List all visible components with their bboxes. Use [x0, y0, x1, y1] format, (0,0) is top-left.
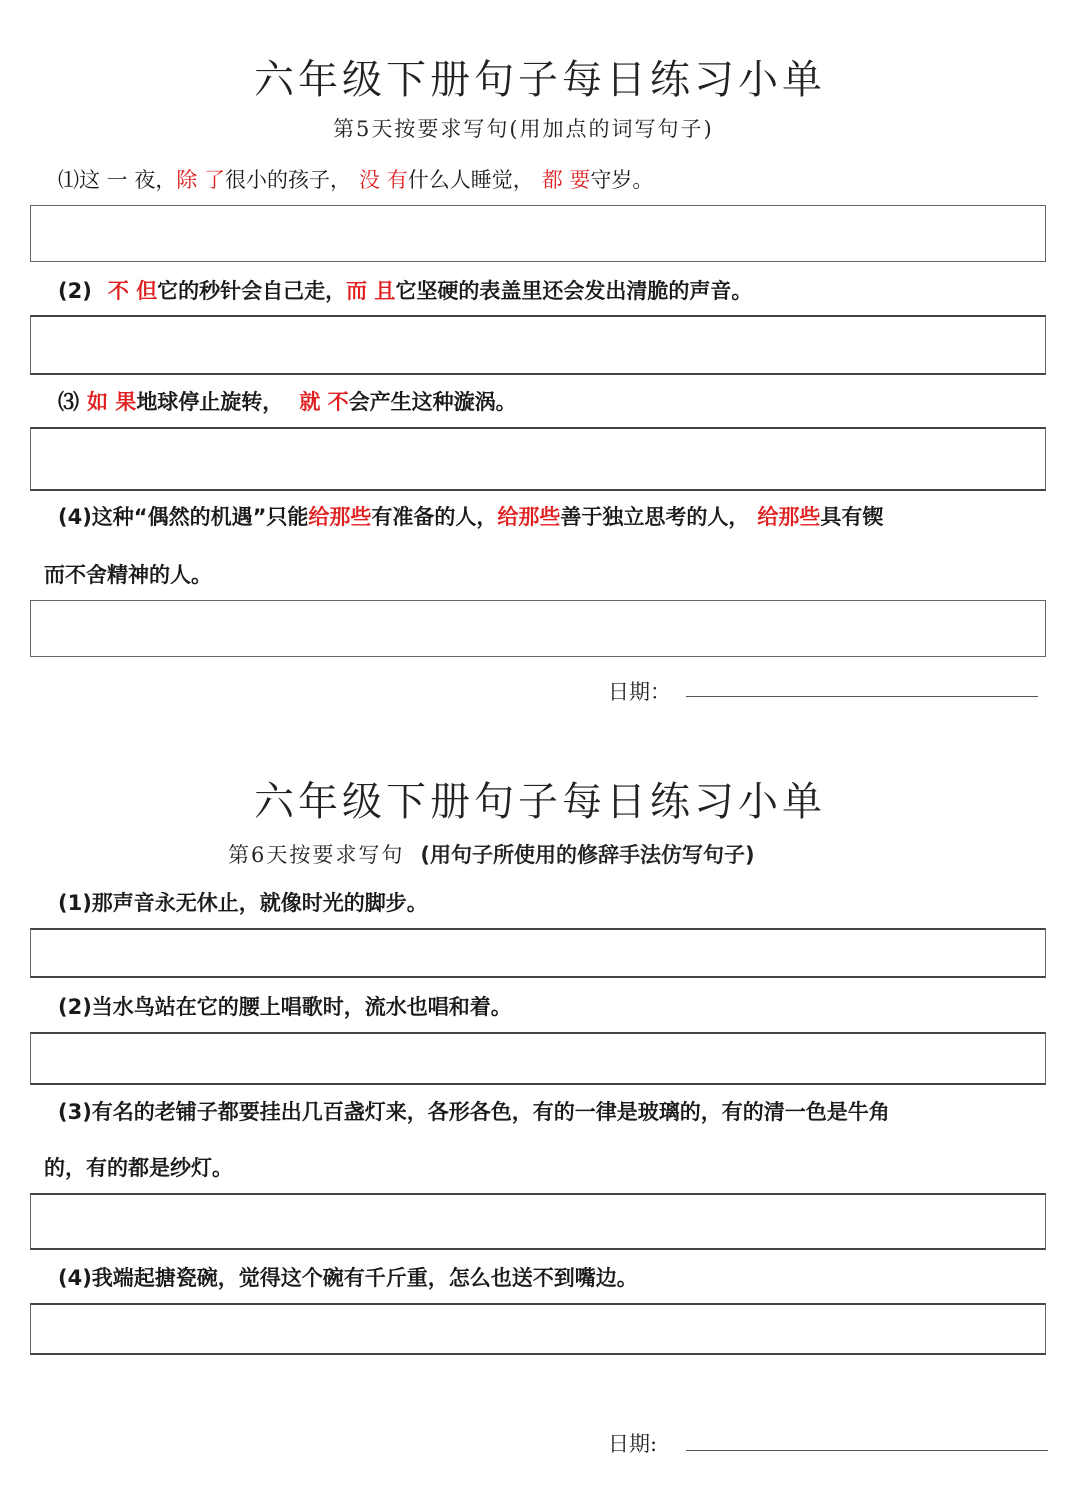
day6-answer-box-3[interactable]	[30, 1193, 1046, 1250]
day6-answer-box-2[interactable]	[30, 1032, 1046, 1085]
day6-question-2: (2)当水鸟站在它的腰上唱歌时，流水也唱和着。	[58, 995, 512, 1019]
day6-answer-box-1[interactable]	[30, 928, 1046, 978]
q1-text-1: 很小的孩子，	[225, 168, 352, 192]
q2-text-1: 它的秒针会自己走，	[157, 279, 347, 303]
day5-answer-box-2[interactable]	[30, 315, 1046, 375]
day6-date-label: 日期:	[608, 1432, 658, 1456]
day5-question-4-continued: 而不舍精神的人。	[44, 563, 212, 587]
day5-subtitle: 第5天按要求写句(用加点的词写句子)	[333, 117, 714, 141]
q4-text-1: 有准备的人，	[371, 505, 498, 529]
day6-date-field[interactable]	[686, 1450, 1048, 1451]
day6-question-4: (4)我端起搪瓷碗，觉得这个碗有千斤重，怎么也送不到嘴边。	[58, 1266, 638, 1290]
day6-subtitle-main: 第6天按要求写句	[228, 843, 405, 867]
day5-question-1	[58, 168, 653, 193]
day6-answer-box-4[interactable]	[30, 1303, 1046, 1355]
day5-question-3	[58, 390, 517, 415]
q3-keyword-2: 就 不	[299, 390, 349, 414]
q1-text-3: 守岁。	[590, 168, 654, 192]
q1-text-2: 什么人睡觉，	[407, 168, 534, 192]
q1-keyword-2: 没 有	[359, 168, 408, 192]
q1-keyword-1: 除 了	[176, 168, 226, 192]
day5-date-label: 日期：	[608, 680, 671, 704]
day5-answer-box-4[interactable]	[30, 600, 1046, 657]
q4-text-3: 具有锲	[820, 505, 884, 529]
day5-title: 六年级下册句子每日练习小单	[254, 57, 826, 103]
day5-question-2	[58, 279, 752, 304]
day5-question-4	[58, 505, 883, 530]
q2-keyword-1: 不 但	[107, 279, 158, 303]
day6-title: 六年级下册句子每日练习小单	[254, 779, 826, 825]
q3-text-1: 地球停止旋转，	[136, 390, 284, 414]
q4-text-2: 善于独立思考的人，	[560, 505, 750, 529]
day6-question-1: (1)那声音永无休止，就像时光的脚步。	[58, 891, 428, 915]
q3-prefix: ⑶	[58, 390, 79, 414]
q4-keyword-2: 给那些	[497, 505, 561, 529]
day6-subtitle	[228, 839, 755, 869]
q4-prefix: (4)这种“偶然的机遇”只能	[58, 505, 309, 529]
q2-prefix: (2)	[58, 279, 92, 303]
q4-keyword-3: 给那些	[757, 505, 821, 529]
q3-keyword-1: 如 果	[87, 390, 137, 414]
q3-text-2: 会产生这种漩涡。	[348, 390, 517, 414]
day6-question-3: (3)有名的老铺子都要挂出几百盏灯来，各形各色，有的一律是玻璃的，有的清一色是牛角	[58, 1100, 890, 1124]
day5-answer-box-3[interactable]	[30, 427, 1046, 491]
q2-keyword-2: 而 且	[346, 279, 396, 303]
q2-text-2: 它坚硬的表盖里还会发出清脆的声音。	[395, 279, 753, 303]
day6-subtitle-instruction: (用句子所使用的修辞手法仿写句子)	[420, 843, 755, 867]
q1-prefix: ⑴这 一 夜，	[58, 168, 177, 192]
q4-keyword-1: 给那些	[308, 505, 372, 529]
day6-question-3-continued: 的，有的都是纱灯。	[44, 1156, 233, 1180]
q1-keyword-3: 都 要	[541, 168, 591, 192]
day5-date-field[interactable]	[686, 696, 1038, 697]
day5-answer-box-1[interactable]	[30, 205, 1046, 262]
